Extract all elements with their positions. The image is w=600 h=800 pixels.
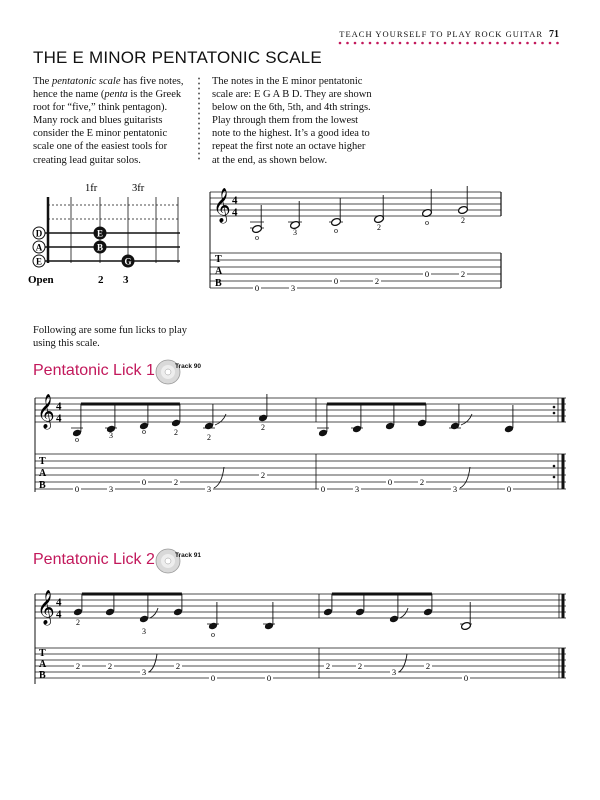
fingering-number: 2 <box>461 216 465 225</box>
string-label-d: D <box>35 228 43 239</box>
tab-fret-number: 2 <box>419 477 425 487</box>
tab-fret-number: 0 <box>74 484 80 494</box>
intro-right-line-4: Play through them from the lowest <box>212 115 359 127</box>
intro-left-line-3: root for “five,” think pentagon). <box>33 102 168 114</box>
tab-fret-number: 0 <box>333 276 339 286</box>
column-divider <box>198 76 200 162</box>
tab-fret-number: 0 <box>387 477 393 487</box>
header-dot <box>474 42 477 45</box>
lick1-track-label: Track 90 <box>175 363 202 370</box>
lick2-staff-lines <box>35 594 566 618</box>
header-dot <box>354 42 357 45</box>
intro-right-line-5: note to the highest. It’s a good idea to <box>212 128 370 140</box>
tab-fret-number: 0 <box>320 484 326 494</box>
fingering-number: 3 <box>293 228 297 237</box>
header-dot <box>534 42 537 45</box>
fingering-number: 3 <box>142 627 146 636</box>
lick1-tab-frets <box>73 467 513 494</box>
header-dot <box>541 42 544 45</box>
lick2-notation <box>33 588 573 693</box>
tab-fret-number: 2 <box>260 470 266 480</box>
running-title: TEACH YOURSELF TO PLAY ROCK GUITAR <box>339 29 543 39</box>
tab-fret-number: 3 <box>452 484 458 494</box>
header-dot <box>376 42 379 45</box>
slide-mark <box>399 654 407 672</box>
note-label-e: E <box>96 228 104 239</box>
tab-fret-number: 3 <box>354 484 360 494</box>
intro-left-paragraph <box>33 75 205 167</box>
lick1-treble-clef-icon: 𝄞 <box>37 395 55 428</box>
intro-left-line-5: consider the E minor pentatonic <box>33 128 168 140</box>
intro-right-line-1: The notes in the E minor pentatonic <box>212 76 363 87</box>
header-dot <box>339 42 342 45</box>
fingering-number: o <box>425 218 429 227</box>
header-dot <box>384 42 387 45</box>
lick1-notation <box>33 392 573 502</box>
tab-fret-number: 2 <box>425 661 431 671</box>
licks-intro-line-1: Following are some fun licks to play <box>33 325 187 336</box>
running-head <box>334 29 559 40</box>
scale-time-sig-top: 4 <box>232 194 238 207</box>
header-dot <box>526 42 529 45</box>
lick2-tab-letter-a: A <box>39 659 47 670</box>
fingering-number: 2 <box>261 423 265 432</box>
lick1-title: Pentatonic Lick 1 <box>33 362 155 379</box>
lick2-tab-frets <box>74 654 470 683</box>
tab-fret-number: 0 <box>506 484 512 494</box>
header-dot <box>361 42 364 45</box>
tab-fret-number: 3 <box>108 484 114 494</box>
intro-left-line-1: The pentatonic scale has five notes, <box>33 76 184 87</box>
licks-intro-paragraph <box>33 324 213 350</box>
tab-fret-number: 2 <box>374 276 380 286</box>
tab-fret-number: 2 <box>75 661 81 671</box>
header-dot <box>481 42 484 45</box>
intro-left-line-7: creating lead guitar solos. <box>33 154 141 166</box>
fingering-number: o <box>142 427 146 436</box>
tab-letter-a: A <box>215 266 223 277</box>
header-dot <box>549 42 552 45</box>
lick1-notes <box>71 394 514 444</box>
lick2-treble-clef-icon: 𝄞 <box>37 591 55 624</box>
intro-left-line-2: hence the name (penta is the Greek <box>33 89 182 101</box>
tab-fret-number: 0 <box>463 673 469 683</box>
tab-fret-number: 0 <box>254 283 260 293</box>
lick2-tab-letter-b: B <box>39 670 46 681</box>
slide-mark <box>460 467 470 488</box>
fingering-number: 3 <box>109 431 113 440</box>
slide-mark <box>215 414 226 425</box>
scale-staff-lines <box>210 192 501 216</box>
lick2-title: Pentatonic Lick 2 <box>33 551 155 568</box>
treble-clef-icon: 𝄞 <box>213 189 231 222</box>
header-dot <box>504 42 507 45</box>
lick1-tab-letter-t: T <box>39 456 46 467</box>
header-dot <box>399 42 402 45</box>
fingering-number: 2 <box>174 428 178 437</box>
open-label: Open <box>28 274 54 286</box>
slide-mark <box>149 654 157 672</box>
header-dot <box>466 42 469 45</box>
tab-fret-number: 2 <box>357 661 363 671</box>
tab-letter-t: T <box>215 254 222 265</box>
intro-right-line-6: repeat the first note an octave higher <box>212 141 366 153</box>
tab-fret-number: 2 <box>173 477 179 487</box>
intro-right-line-7: at the end, as shown below. <box>212 154 328 166</box>
lick2-notes <box>73 594 472 639</box>
string-label-a: A <box>35 242 43 253</box>
scale-notes <box>250 186 468 242</box>
page-number: 71 <box>549 29 559 40</box>
section-title: THE E MINOR PENTATONIC SCALE <box>33 48 322 67</box>
note-label-b: B <box>96 242 104 253</box>
header-dot <box>489 42 492 45</box>
header-dot <box>406 42 409 45</box>
header-dot <box>346 42 349 45</box>
lick2-tab-final-bar <box>559 648 563 678</box>
tab-fret-number: 3 <box>206 484 212 494</box>
slide-mark <box>214 467 224 488</box>
intro-left-line-4: Many rock and blues guitarists <box>33 115 163 127</box>
lick2-time-sig-top: 4 <box>56 596 62 609</box>
header-dot <box>519 42 522 45</box>
fingering-number: o <box>75 435 79 444</box>
slide-mark <box>150 608 158 618</box>
tab-fret-number: 2 <box>107 661 113 671</box>
header-dot <box>496 42 499 45</box>
scale-time-sig-bottom: 4 <box>232 206 238 219</box>
fingering-number: 2 <box>377 223 381 232</box>
header-dot <box>391 42 394 45</box>
tab-fret-number: 2 <box>325 661 331 671</box>
fingering-number: 2 <box>76 618 80 627</box>
lick2-tab-letter-t: T <box>39 648 46 659</box>
header-dot <box>414 42 417 45</box>
intro-right-line-3: below on the 6th, 5th, and 4th strings. <box>212 102 371 114</box>
tab-fret-number: 0 <box>424 269 430 279</box>
lick1-time-sig-top: 4 <box>56 400 62 413</box>
fretboard-diagram <box>28 178 188 288</box>
tab-letter-b: B <box>215 278 222 289</box>
fret-label-3fr: 3fr <box>132 183 145 194</box>
tab-fret-number: 0 <box>210 673 216 683</box>
tab-fret-number: 2 <box>460 269 466 279</box>
string-label-e: E <box>35 256 43 267</box>
lick2-tab-lines <box>35 648 566 678</box>
intro-right-line-2: scale are: E G A B D. They are shown <box>212 89 372 101</box>
header-dot <box>429 42 432 45</box>
header-dot <box>436 42 439 45</box>
lick1-tab-repeat-sign <box>553 454 563 489</box>
intro-left-line-6: scale one of the easiest tools for <box>33 141 168 153</box>
scale-tab-lines <box>210 253 501 288</box>
fingering-number: o <box>211 630 215 639</box>
intro-right-paragraph <box>212 75 382 167</box>
tab-fret-number: 3 <box>391 667 397 677</box>
header-dot <box>459 42 462 45</box>
header-dot <box>556 42 559 45</box>
fingering-number: 2 <box>207 433 211 442</box>
tab-fret-number: 2 <box>175 661 181 671</box>
fret-label-1fr: 1fr <box>85 183 98 194</box>
tab-fret-number: 0 <box>266 673 272 683</box>
tab-fret-number: 3 <box>141 667 147 677</box>
lick1-time-sig-bottom: 4 <box>56 412 62 425</box>
slide-mark <box>461 414 472 425</box>
tab-fret-number: 0 <box>141 477 147 487</box>
fret-number-2: 2 <box>98 274 104 286</box>
scale-notation <box>205 182 515 294</box>
header-dot <box>369 42 372 45</box>
note-label-g: G <box>124 256 132 267</box>
fret-number-3: 3 <box>123 274 129 286</box>
fingering-number: o <box>334 226 338 235</box>
header-dot <box>511 42 514 45</box>
header-dot <box>451 42 454 45</box>
header-dot <box>444 42 447 45</box>
lick2-track-label: Track 91 <box>175 552 202 559</box>
header-dot-rule <box>338 41 560 45</box>
lick1-tab-lines <box>35 454 566 489</box>
lick2-time-sig-bottom: 4 <box>56 608 62 621</box>
lick1-tab-letter-a: A <box>39 468 47 479</box>
lick1-tab-letter-b: B <box>39 480 46 491</box>
licks-intro-line-2: using this scale. <box>33 338 100 350</box>
slide-mark <box>400 608 408 618</box>
header-dot <box>421 42 424 45</box>
fingering-number: o <box>255 233 259 242</box>
tab-fret-number: 3 <box>290 283 296 293</box>
